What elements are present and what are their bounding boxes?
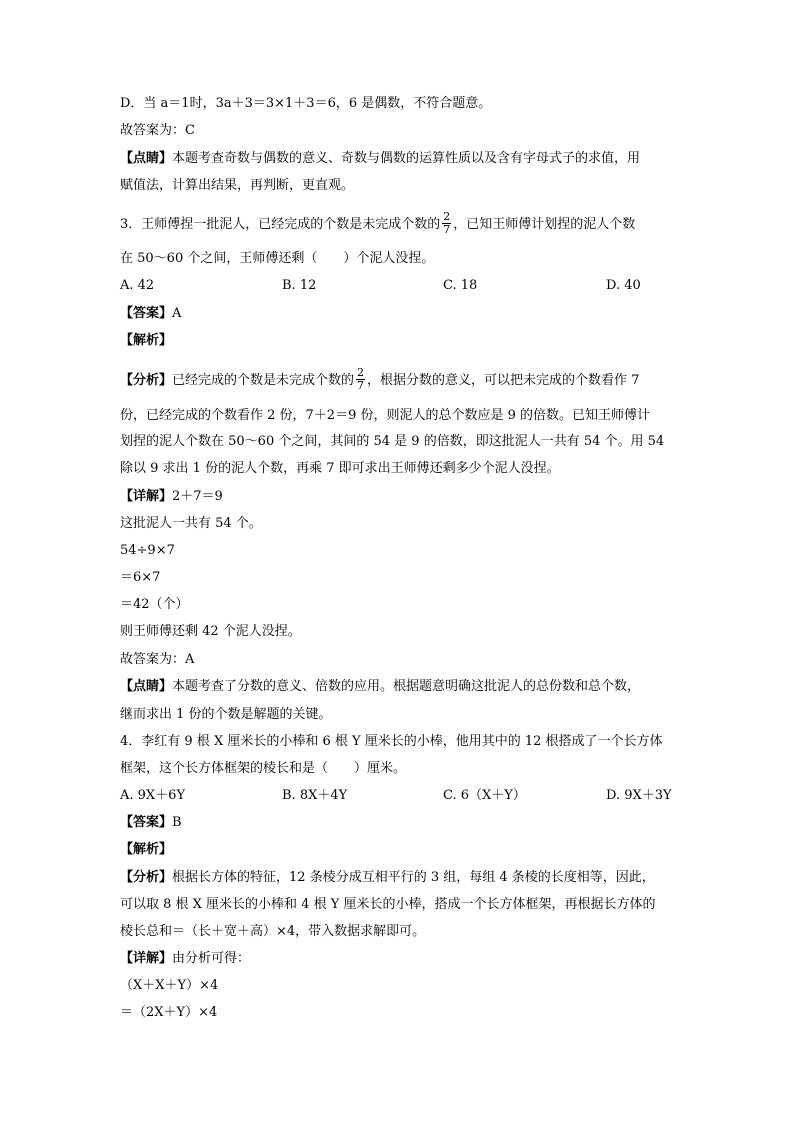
q3-option-a: A. 42 [120,278,155,293]
q3-stem-line2: 在 50～60 个之间，王师傅还剩（ ）个泥人没捏。 [120,251,435,266]
q4-fenxi-line3: 棱长总和＝（长＋宽＋高）×4，带入数据求解即可。 [120,924,426,939]
q3-final-answer: 故答案为：A [120,652,195,667]
q4-stem-line1: 4．李红有 9 根 X 厘米长的小棒和 6 根 Y 厘米长的小棒，他用其中的 12 根搭成了一个长方体 [120,734,663,749]
q4-step: ＝（2X＋Y）×4 [120,1005,218,1020]
prev-answer: 故答案为：C [120,123,195,138]
q4-jiexi-heading: 【解析】 [120,842,173,857]
prev-dianjing-line2: 赋值法，计算出结果，再判断，更直观。 [120,178,355,193]
q4-option-b: B. 8X＋4Y [282,788,348,803]
q3-option-b: B. 12 [282,278,317,293]
prev-option-d: D．当 a＝1时，3a＋3＝3×1＋3＝6，6 是偶数，不符合题意。 [120,96,492,111]
q3-step: 54÷9×7 [120,543,175,558]
q3-step: ＝6×7 [120,570,161,585]
q3-fraction: $\frac{2}{7}$ [443,210,451,236]
q3-step: ＝42（个） [120,597,189,612]
q3-dianjing-line1: 【点睛】本题考查了分数的意义、倍数的应用。根据题意明确这批泥人的总份数和总个数， [120,679,641,694]
q4-xiangjie-line1: 【详解】由分析可得： [120,951,251,966]
q3-fenxi-line1: 【分析】已经完成的个数是未完成个数的 $\frac{2}{7}$ ，根据分数的意义，可以把未完成的个数看作 7 [120,366,640,392]
q4-fenxi-line1: 【分析】根据长方体的特征，12 条棱分成互相平行的 3 组，每组 4 条棱的长度相等，因此， [120,870,655,885]
q4-stem-line2: 框架，这个长方体框架的棱长和是（ ）厘米。 [120,761,407,776]
prev-dianjing-line1: 【点睛】本题考查奇数与偶数的意义、奇数与偶数的运算性质以及含有字母式子的求值，用 [120,151,641,166]
q3-xiangjie-line1: 【详解】2＋7＝9 [120,489,223,504]
q3-step: 这批泥人一共有 54 个。 [120,516,262,531]
q3-option-c: C. 18 [443,278,478,293]
q4-answer: 【答案】B [120,815,182,830]
q3-jiexi-heading: 【解析】 [120,333,173,348]
q4-option-d: D. 9X＋3Y [606,788,672,803]
q3-answer: 【答案】A [120,306,182,321]
q3-fenxi-line3: 划捏的泥人个数在 50～60 个之间，其间的 54 是 9 的倍数，即这批泥人一共有 54 个。用 54 [120,434,665,449]
q3-fenxi-line4: 除以 9 求出 1 份的泥人个数，再乘 7 即可求出王师傅还剩多少个泥人没捏。 [120,461,560,476]
q3-fenxi-line2: 份，已经完成的个数看作 2 份，7＋2＝9 份，则泥人的总个数应是 9 的倍数。已知王师傅计 [120,408,651,423]
q3-option-d: D. 40 [606,278,641,293]
q3-step: 则王师傅还剩 42 个泥人没捏。 [120,624,301,639]
q3-fenxi-fraction: $\frac{2}{7}$ [357,366,365,392]
q4-step: （X＋X＋Y）×4 [120,978,219,993]
q3-dianjing-line2: 继而求出 1 份的个数是解题的关键。 [120,707,332,722]
q4-option-c: C. 6（X＋Y） [443,788,526,803]
q4-option-a: A. 9X＋6Y [120,788,186,803]
q3-stem-line1: 3．王师傅捏一批泥人，已经完成的个数是未完成个数的 $\frac{2}{7}$ ，已知王师傅计划捏的泥人个数 [120,210,636,236]
q4-fenxi-line2: 可以取 8 根 X 厘米长的小棒和 4 根 Y 厘米长的小棒，搭成一个长方体框架，再根据长方体的 [120,897,656,912]
